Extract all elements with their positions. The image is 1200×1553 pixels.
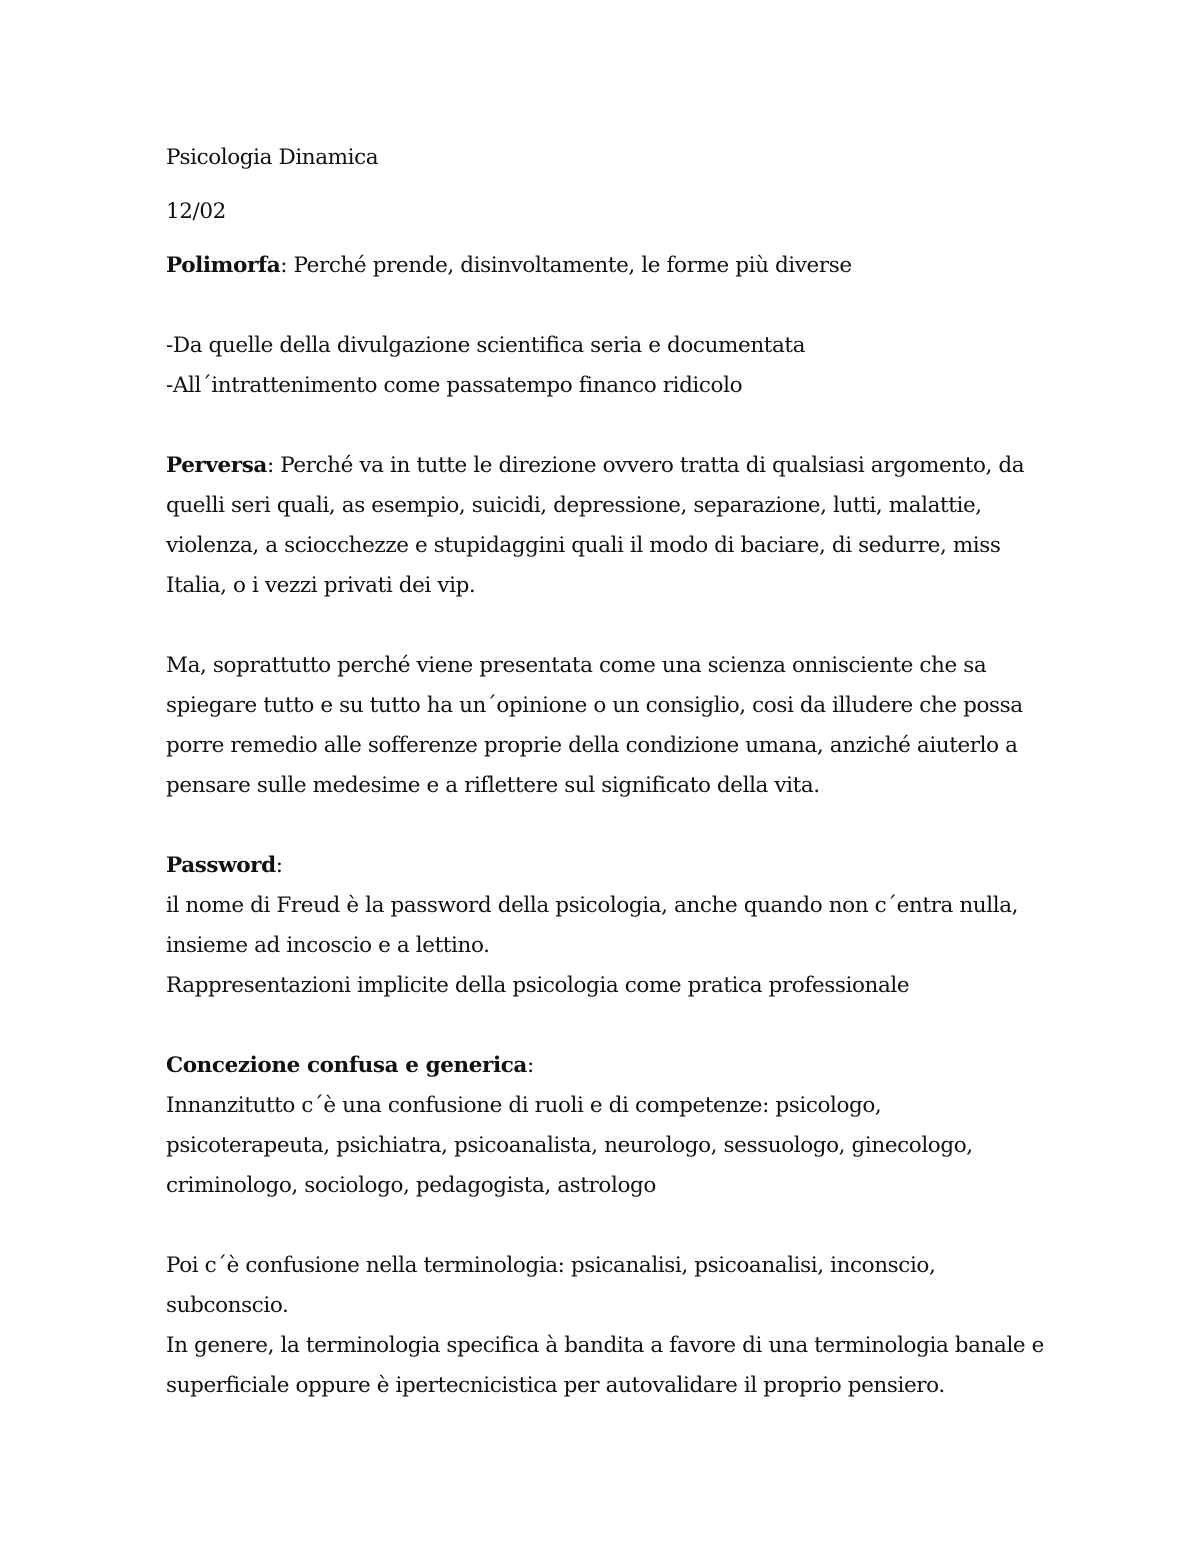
perversa-paragraph-line [166, 446, 1046, 486]
concezione-paragraph-line: criminologo, sociologo, pedagogista, astrologo [166, 1173, 656, 1198]
password-term: Password [166, 853, 276, 878]
concezione-heading [166, 1046, 1046, 1086]
password-paragraph-line: il nome di Freud è la password della psicologia, anche quando non c´entra nulla, [166, 893, 1019, 918]
soprattutto-paragraph-line: porre remedio alle sofferenze proprie della condizione umana, anziché aiuterlo a [166, 733, 1018, 758]
polimorfa-item: -Da quelle della divulgazione scientifica seria e documentata [166, 333, 806, 358]
perversa-term: Perversa [166, 453, 267, 478]
soprattutto-paragraph-line: spiegare tutto e su tutto ha un´opinione o un consiglio, cosi da illudere che possa [166, 693, 1023, 718]
password-colon: : [275, 853, 283, 878]
password-paragraph-line: Rappresentazioni implicite della psicologia come pratica professionale [166, 973, 910, 998]
password-heading [166, 846, 1046, 886]
polimorfa-term: Polimorfa [166, 253, 281, 278]
terminologia-paragraph-line: Poi c´è confusione nella terminologia: psicanalisi, psicoanalisi, inconscio, [166, 1253, 936, 1278]
password-paragraph-line: insieme ad incoscio e a lettino. [166, 933, 490, 958]
concezione-paragraph-line: Innanzitutto c´è una confusione di ruoli e di competenze: psicologo, [166, 1093, 882, 1118]
spacer [166, 806, 1046, 846]
soprattutto-paragraph-line: pensare sulle medesime e a riflettere sul significato della vita. [166, 773, 820, 798]
perversa-paragraph-line: Italia, o i vezzi privati dei vip. [166, 573, 476, 598]
terminologia-paragraph-line: In genere, la terminologia specifica à bandita a favore di una terminologia banale e [166, 1333, 1044, 1358]
concezione-paragraph-line: psicoterapeuta, psichiatra, psicoanalista, neurologo, sessuologo, ginecologo, [166, 1133, 973, 1158]
concezione-colon: : [526, 1053, 534, 1078]
spacer [166, 606, 1046, 646]
spacer [166, 178, 1046, 192]
perversa-paragraph-line: violenza, a sciocchezze e stupidaggini quali il modo di baciare, di sedurre, miss [166, 533, 1001, 558]
concezione-term: Concezione confusa e generica [166, 1053, 527, 1078]
soprattutto-paragraph-line: Ma, soprattutto perché viene presentata come una scienza onnisciente che sa [166, 653, 987, 678]
perversa-paragraph-line: quelli seri quali, as esempio, suicidi, depressione, separazione, lutti, malattie, [166, 493, 982, 518]
perversa-definition: : Perché va in tutte le direzione ovvero tratta di qualsiasi argomento, da [266, 453, 1025, 478]
polimorfa-definition: : Perché prende, disinvoltamente, le forme più diverse [280, 253, 852, 278]
spacer [166, 232, 1046, 246]
spacer [166, 406, 1046, 446]
document-page [166, 138, 1046, 1406]
spacer [166, 1006, 1046, 1046]
terminologia-paragraph-line: subconscio. [166, 1293, 289, 1318]
document-title: Psicologia Dinamica [166, 145, 379, 170]
document-date: 12/02 [166, 199, 226, 224]
polimorfa-item: -All´intrattenimento come passatempo financo ridicolo [166, 373, 743, 398]
polimorfa-heading [166, 246, 1046, 286]
spacer [166, 1206, 1046, 1246]
terminologia-paragraph-line: superficiale oppure è ipertecnicistica per autovalidare il proprio pensiero. [166, 1373, 945, 1398]
spacer [166, 286, 1046, 326]
